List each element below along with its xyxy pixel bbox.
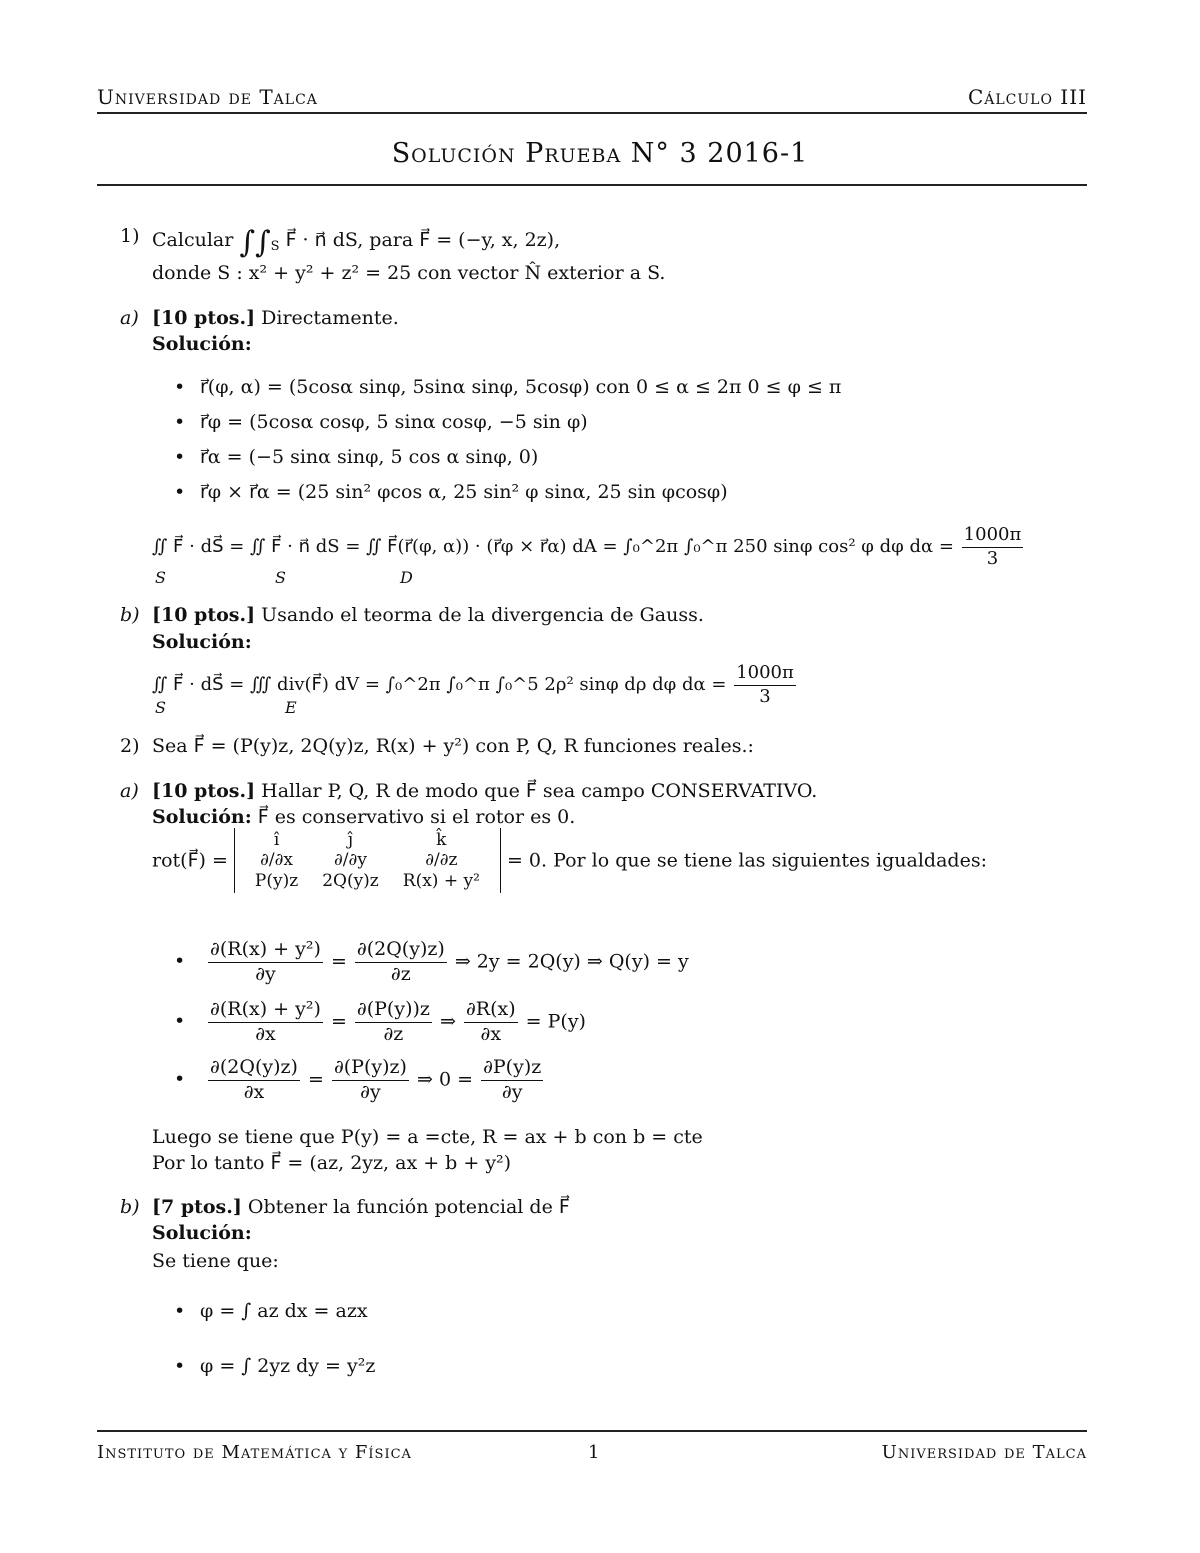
result-fraction: $\frac{1000\pi}{3}$ (736, 662, 794, 707)
problem-2-statement: Sea F⃗ = (P(y)z, 2Q(y)z, R(x) + y²) con P, Q, R funciones reales.: (152, 735, 754, 757)
conclusion-line1: Luego se tiene que P(y) = a =cte, R = ax + b con b = cte (152, 1126, 703, 1148)
page-number: 1 (588, 1442, 600, 1463)
part-1a-equation: ∬ F⃗ · dS⃗ = ∬ F⃗ · n⃗ dS = ∬ F⃗(r⃗(φ, α)) · (r⃗φ × r⃗α) dA = ∫₀^2π ∫₀^π 250 sinφ cos² φ dφ dα = $\frac{1000\pi}{3}$ (152, 524, 1022, 569)
list-item: • $\frac{\partial(2Q(y)z)}{\partial x}$ = $\frac{\partial(P(y)z)}{\partial y}$ ⇒ 0 = $\frac{\partial P(y)z}{\partial y}$ (174, 1056, 542, 1103)
header-rule (97, 112, 1087, 114)
problem-1-line2: donde S : x² + y² + z² = 25 con vector N̂ exterior a S. (152, 262, 666, 284)
part-2b-intro: Se tiene que: (152, 1250, 279, 1272)
integral-domain-s: S (155, 698, 166, 717)
part-1b-solution-label: Solución: (152, 631, 252, 653)
part-1a-statement: [10 ptos.] Directamente. (152, 307, 399, 329)
part-2a-solution: Solución: F⃗ es conservativo si el rotor es 0. (152, 806, 576, 828)
part-2b-statement: [7 ptos.] Obtener la función potencial de F⃗ (152, 1196, 570, 1218)
integral-domain-s: S (275, 568, 286, 587)
list-item: • r⃗(φ, α) = (5cosα sinφ, 5sinα sinφ, 5cosφ) con 0 ≤ α ≤ 2π 0 ≤ φ ≤ π (174, 376, 842, 398)
page-title: Solución Prueba N° 3 2016-1 (391, 138, 809, 169)
problem-1-line1: Calcular $\int\int_S$ F⃗ · n⃗ dS, para F⃗ = (−y, x, 2z), (152, 225, 561, 260)
result-fraction: $\frac{1000\pi}{3}$ (963, 524, 1022, 569)
header-right: Cálculo III (967, 85, 1087, 109)
part-2a-statement: [10 ptos.] Hallar P, Q, R de modo que F⃗ sea campo CONSERVATIVO. (152, 780, 818, 802)
list-item: • r⃗φ = (5cosα cosφ, 5 sinα cosφ, −5 sin φ) (174, 411, 588, 433)
list-item: • r⃗α = (−5 sinα sinφ, 5 cos α sinφ, 0) (174, 446, 539, 468)
part-2b: b) (120, 1196, 140, 1218)
integral-domain-e: E (285, 698, 297, 717)
part-1b-equation: ∬ F⃗ · dS⃗ = ∭ div(F⃗) dV = ∫₀^2π ∫₀^π ∫₀^5 2ρ² sinφ dρ dφ dα = $\frac{1000\pi}{3}$ (152, 662, 794, 707)
part-1b-statement: [10 ptos.] Usando el teorma de la divergencia de Gauss. (152, 604, 704, 626)
list-item: • φ = ∫ az dx = azx (174, 1300, 368, 1322)
list-item: • $\frac{\text{∂(R(x) + y²)}}{\partial y}$ = $\frac{\partial(2Q(y)z)}{\partial z}$ ⇒ 2y = 2Q(y) ⇒ Q(y) = y (174, 938, 689, 985)
header-left: Universidad de Talca (97, 85, 318, 109)
problem-1-number: 1) (120, 225, 140, 247)
part-1a: a) (120, 307, 139, 329)
part-2b-solution-label: Solución: (152, 1222, 252, 1244)
integral-domain-s: S (155, 568, 166, 587)
list-item: • r⃗φ × r⃗α = (25 sin² φcos α, 25 sin² φ sinα, 25 sin φcosφ) (174, 481, 728, 503)
footer-rule (97, 1430, 1087, 1432)
list-item: • $\frac{\text{∂(R(x) + y²)}}{\partial x}$ = $\frac{\partial(P(y))z}{\partial z}$ ⇒ $\frac{\partial R(x)}{\partial x}$ = P(y) (174, 998, 586, 1045)
determinant: î ĵ k̂ ∂/∂x ∂/∂y ∂/∂z P(y)z 2Q(y)z R(x) + y² (234, 828, 501, 893)
title-rule (97, 184, 1087, 186)
footer-right: Universidad de Talca (881, 1442, 1087, 1463)
part-1b: b) (120, 604, 140, 626)
problem-2-number: 2) (120, 735, 140, 757)
part-2a: a) (120, 780, 139, 802)
part-1a-solution-label: Solución: (152, 333, 252, 355)
footer-left: Instituto de Matemática y Física (97, 1442, 412, 1463)
conclusion-line2: Por lo tanto F⃗ = (az, 2yz, ax + b + y²) (152, 1152, 512, 1174)
list-item: • φ = ∫ 2yz dy = y²z (174, 1355, 376, 1377)
rotor-equation: rot(F⃗) = î ĵ k̂ ∂/∂x ∂/∂y ∂/∂z P(y)z 2Q(y)z R(x) + y² = 0. Por lo que se tiene las siguientes igualdades: (152, 828, 987, 893)
integral-domain-d: D (400, 568, 413, 587)
